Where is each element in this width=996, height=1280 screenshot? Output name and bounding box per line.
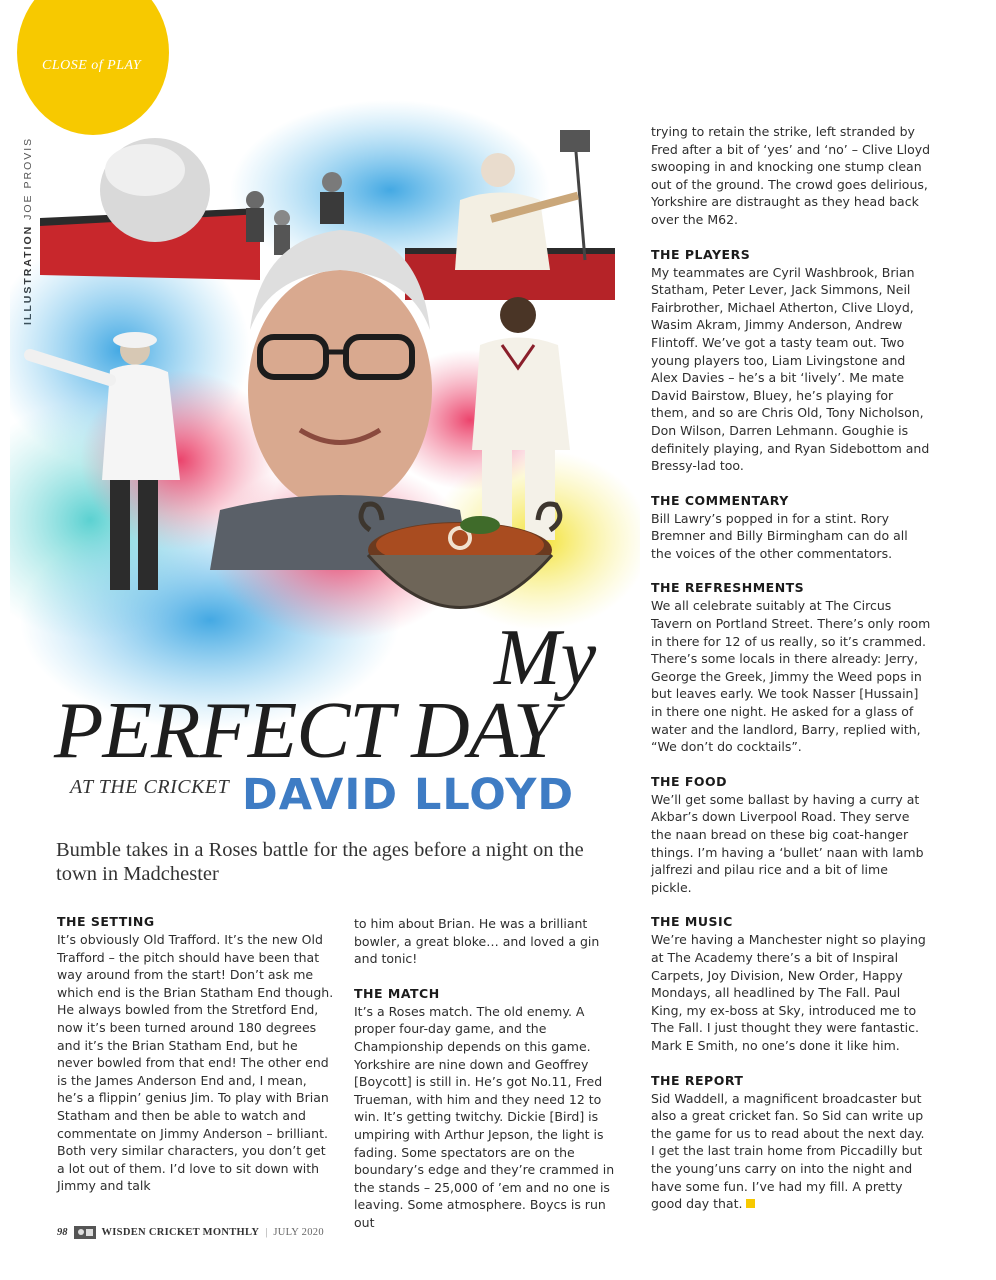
section-commentary <box>651 492 931 563</box>
section-heading: THE COMMENTARY <box>651 492 789 508</box>
section-match-continued <box>651 123 931 229</box>
standfirst: Bumble takes in a Roses battle for the ages before a night on the town in Madchester <box>56 839 584 885</box>
section-body: Bill Lawry’s popped in for a stint. Rory Bremner and Billy Birmingham can do all the voices of the other commentators. <box>651 510 908 561</box>
issue-date: JULY 2020 <box>273 1227 324 1238</box>
section-body: It’s obviously Old Trafford. It’s the new Old Trafford – the pitch should have been that way around from the start! Don’t ask me which end is the Brian Statham End though. He always bowled from the Stretford End, now it’s been turned around 180 degrees and it’s the Brian Statham End, but he never bowled from that end! The other end is the James Anderson End and, I mean, he’s a flippin’ genius Jim. To play with Brian Statham and then be able to watch and commentate on Jimmy Anderson – brilliant. Both very similar characters, you don’t get a lot out of them. I’d love to sit down with Jimmy and talk <box>57 932 334 1194</box>
illustration-artist: JOE PROVIS <box>22 136 34 220</box>
end-mark-icon <box>746 1199 755 1208</box>
section-body: We all celebrate suitably at The Circus Tavern on Portland Street. There’s only room in there for 12 of us really, so it’s crammed. There’s some locals in there already: Jerry, George the Greek, Jimmy the Weed pops in but leaves early. We took Nasser [Hussain] in there one night. He asked for a glass of water and the landlord, Barry, replied with, “We don’t do cocktails”. <box>651 598 931 755</box>
magazine-name: WISDEN CRICKET MONTHLY <box>101 1227 260 1238</box>
section-body: to him about Brian. He was a brilliant bowler, a great bloke… and loved a gin and tonic! <box>354 916 600 967</box>
section-body: We’ll get some ballast by having a curry at Akbar’s down Liverpool Road. They serve the naan bread on these big coat-hanger things. I’m having a ‘bullet’ naan with lamb jalfrezi and pilau rice and a bit of lime pickle. <box>651 791 924 895</box>
report-text: Sid Waddell, a magnificent broadcaster but also a great cricket fan. So Sid can write up the game for us to read about the next day. I get the last train home from Piccadilly but the young’uns carry on into the night and have some fun. I’ve had my fill. A pretty good day that. <box>651 1090 925 1212</box>
section-body: It’s a Roses match. The old enemy. A proper four-day game, and the Championship depends on this game. Yorkshire are nine down and Geoffrey [Boycott] is still in. He’s got No.11, Fred Trueman, with him and they need 12 to win. It’s getting twitchy. Dickie [Bird] is umpiring with Arthur Jepson, the light is fading. Some spectators are on the boundary’s edge and they’re crammed in the stands – 25,000 of ’em and no one is leaving. Some atmosphere. Boycs is run out <box>354 1003 615 1230</box>
section-heading: THE REFRESHMENTS <box>651 580 805 596</box>
footer-separator: | <box>265 1227 268 1238</box>
title-subtitle: AT THE CRICKET <box>70 776 230 798</box>
section-setting <box>57 913 334 1195</box>
section-body: trying to retain the strike, left stranded by Fred after a bit of ‘yes’ and ‘no’ – Clive Lloyd swooping in and knocking one stump clean out of the ground. The crowd goes delirious, Yorkshire are distraught as they head back over the M62. <box>651 124 931 227</box>
section-body: We’re having a Manchester night so playing at The Academy there’s a bit of Inspiral Carpets, Joy Division, New Order, Happy Mondays, all headlined by The Fall. Paul King, my ex-boss at Sky, introduced me to The Fall. I just thought they were fantastic. Mark E Smith, no one’s done it like him. <box>651 932 926 1053</box>
section-refreshments <box>651 579 931 755</box>
section-body: My teammates are Cyril Washbrook, Brian Statham, Peter Lever, Jack Simmons, Neil Fairbrother, Michael Atherton, Clive Lloyd, Wasim Akram, Jimmy Anderson, Andrew Flintoff. We’ve got a tasty team out. Two young players too, Liam Livingstone and Alex Davies – he’s a bit ‘lively’. Me mate David Bairstow, Bluey, he’s playing for them, and so are Chris Old, Tony Nicholson, Don Wilson, Darren Lehmann. Goughie is definitely playing, and Ryan Sidebottom and Bressy-lad too. <box>651 264 930 474</box>
column-3 <box>651 123 931 1230</box>
column-2 <box>354 915 624 1249</box>
section-heading: THE MUSIC <box>651 914 733 930</box>
section-setting-continued <box>354 915 624 968</box>
section-body <box>651 1090 931 1213</box>
title-perfect-day: PERFECT DAY <box>54 685 557 775</box>
page-footer <box>57 1226 324 1239</box>
section-heading: THE SETTING <box>57 914 155 929</box>
title-my: My <box>494 614 597 702</box>
section-heading: THE REPORT <box>651 1072 744 1088</box>
column-1 <box>57 913 334 1212</box>
section-music <box>651 913 931 1054</box>
section-report <box>651 1072 931 1213</box>
section-heading: THE FOOD <box>651 773 728 789</box>
section-tag: CLOSE of PLAY <box>42 58 142 73</box>
section-players <box>651 246 931 475</box>
page-number: 98 <box>57 1227 68 1238</box>
section-food <box>651 773 931 897</box>
wisden-logo-icon <box>74 1226 96 1239</box>
section-heading: THE MATCH <box>354 985 440 1001</box>
section-heading: THE PLAYERS <box>651 246 751 262</box>
title-name: DAVID LLOYD <box>242 770 575 820</box>
section-match <box>354 985 624 1232</box>
old-man-portrait <box>100 138 210 242</box>
